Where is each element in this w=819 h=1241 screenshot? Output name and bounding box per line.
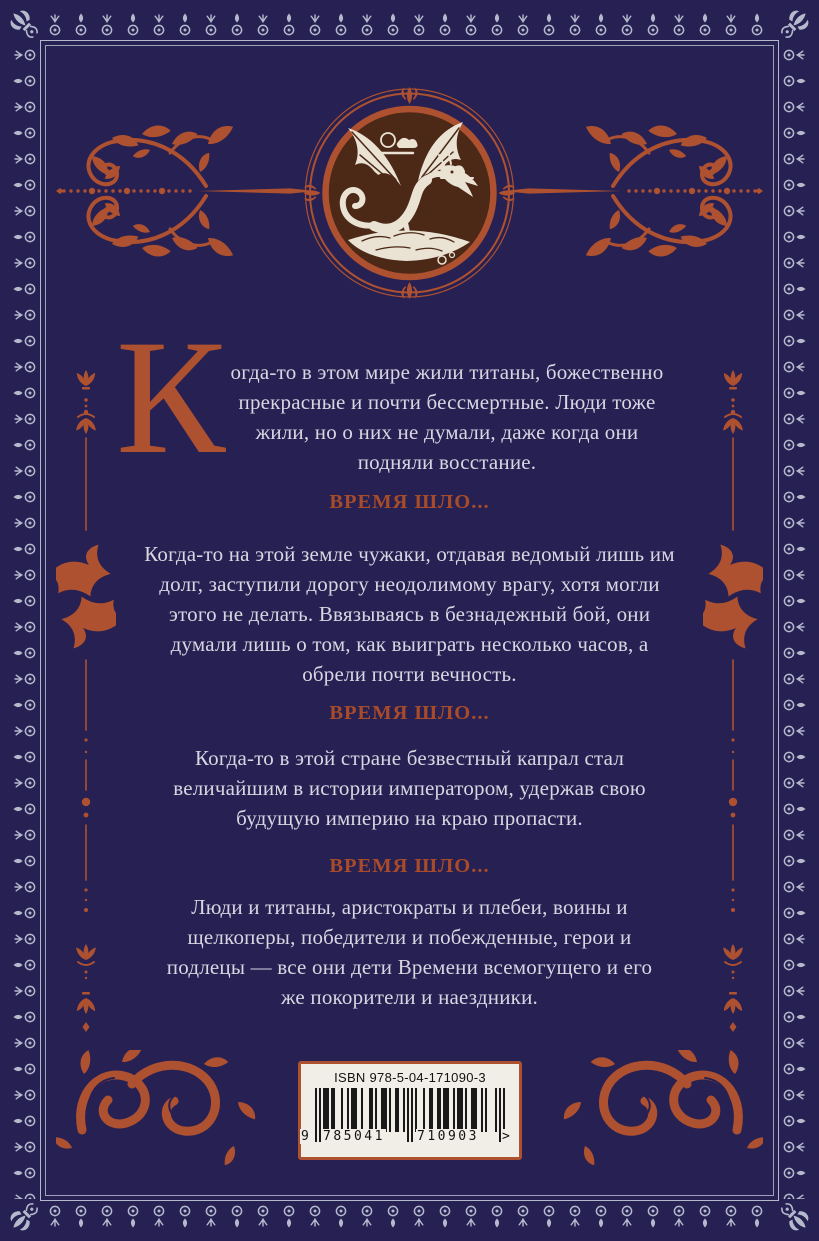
drop-cap-letter: К xyxy=(116,307,226,488)
fleur-de-lis-icon xyxy=(778,7,812,41)
fleur-de-lis-icon xyxy=(778,1200,812,1234)
lace-border-right xyxy=(781,42,807,1199)
barcode-digits-left: 785041 xyxy=(323,1129,385,1144)
time-passed-heading-1: ВРЕМЯ ШЛО... xyxy=(329,491,490,513)
lace-border-bottom xyxy=(42,1203,777,1229)
lace-border-top xyxy=(42,12,777,38)
barcode-digits-right: 710903 xyxy=(417,1129,479,1144)
barcode-digit-first: 9 xyxy=(301,1129,312,1144)
lace-border-left xyxy=(12,42,38,1199)
blurb-paragraph-3: Когда-то в этой стране безвестный капрал стал величайшим в истории императором, удержав свою будущую империю на краю пропасти. xyxy=(173,746,646,830)
ribbon-scroll-ornament-right xyxy=(563,1050,763,1177)
barcode-suffix: > xyxy=(502,1129,510,1144)
blurb-paragraph-1: огда-то в этом мире жили титаны, божественно прекрасные и почти бессмертные. Люди тоже жили, но о них не думали, даже когда они подняли восстание. xyxy=(230,360,664,474)
floral-scroll-ornament-right xyxy=(499,106,769,281)
fleur-de-lis-icon xyxy=(7,1200,41,1234)
ribbon-scroll-ornament-left xyxy=(56,1050,256,1177)
time-passed-heading-2: ВРЕМЯ ШЛО... xyxy=(329,702,490,724)
isbn-label: ISBN 978-5-04-171090-3 xyxy=(334,1070,486,1085)
ean-barcode xyxy=(301,1088,510,1149)
isbn-barcode-panel xyxy=(298,1061,522,1160)
fleur-de-lis-icon xyxy=(7,7,41,41)
blurb-paragraph-2: Когда-то на этой земле чужаки, отдавая ведомый лишь им долг, заступили дорогу неодолимому врагу, хотя могли этого не делать. Ввязываясь в безнадежный бой, они думали лишь о том, как выиграть несколько часов, а обрели почти вечность. xyxy=(144,542,675,686)
blurb-paragraph-4: Люди и титаны, аристократы и плебеи, воины и щелкоперы, победители и побежденные, герои и подлецы — все они дети Времени всемогущего и его же покорители и наездники. xyxy=(166,895,653,1009)
floral-scroll-ornament-left xyxy=(50,106,320,281)
dragon-medallion-icon xyxy=(294,78,524,313)
time-passed-heading-3: ВРЕМЯ ШЛО... xyxy=(329,855,490,877)
